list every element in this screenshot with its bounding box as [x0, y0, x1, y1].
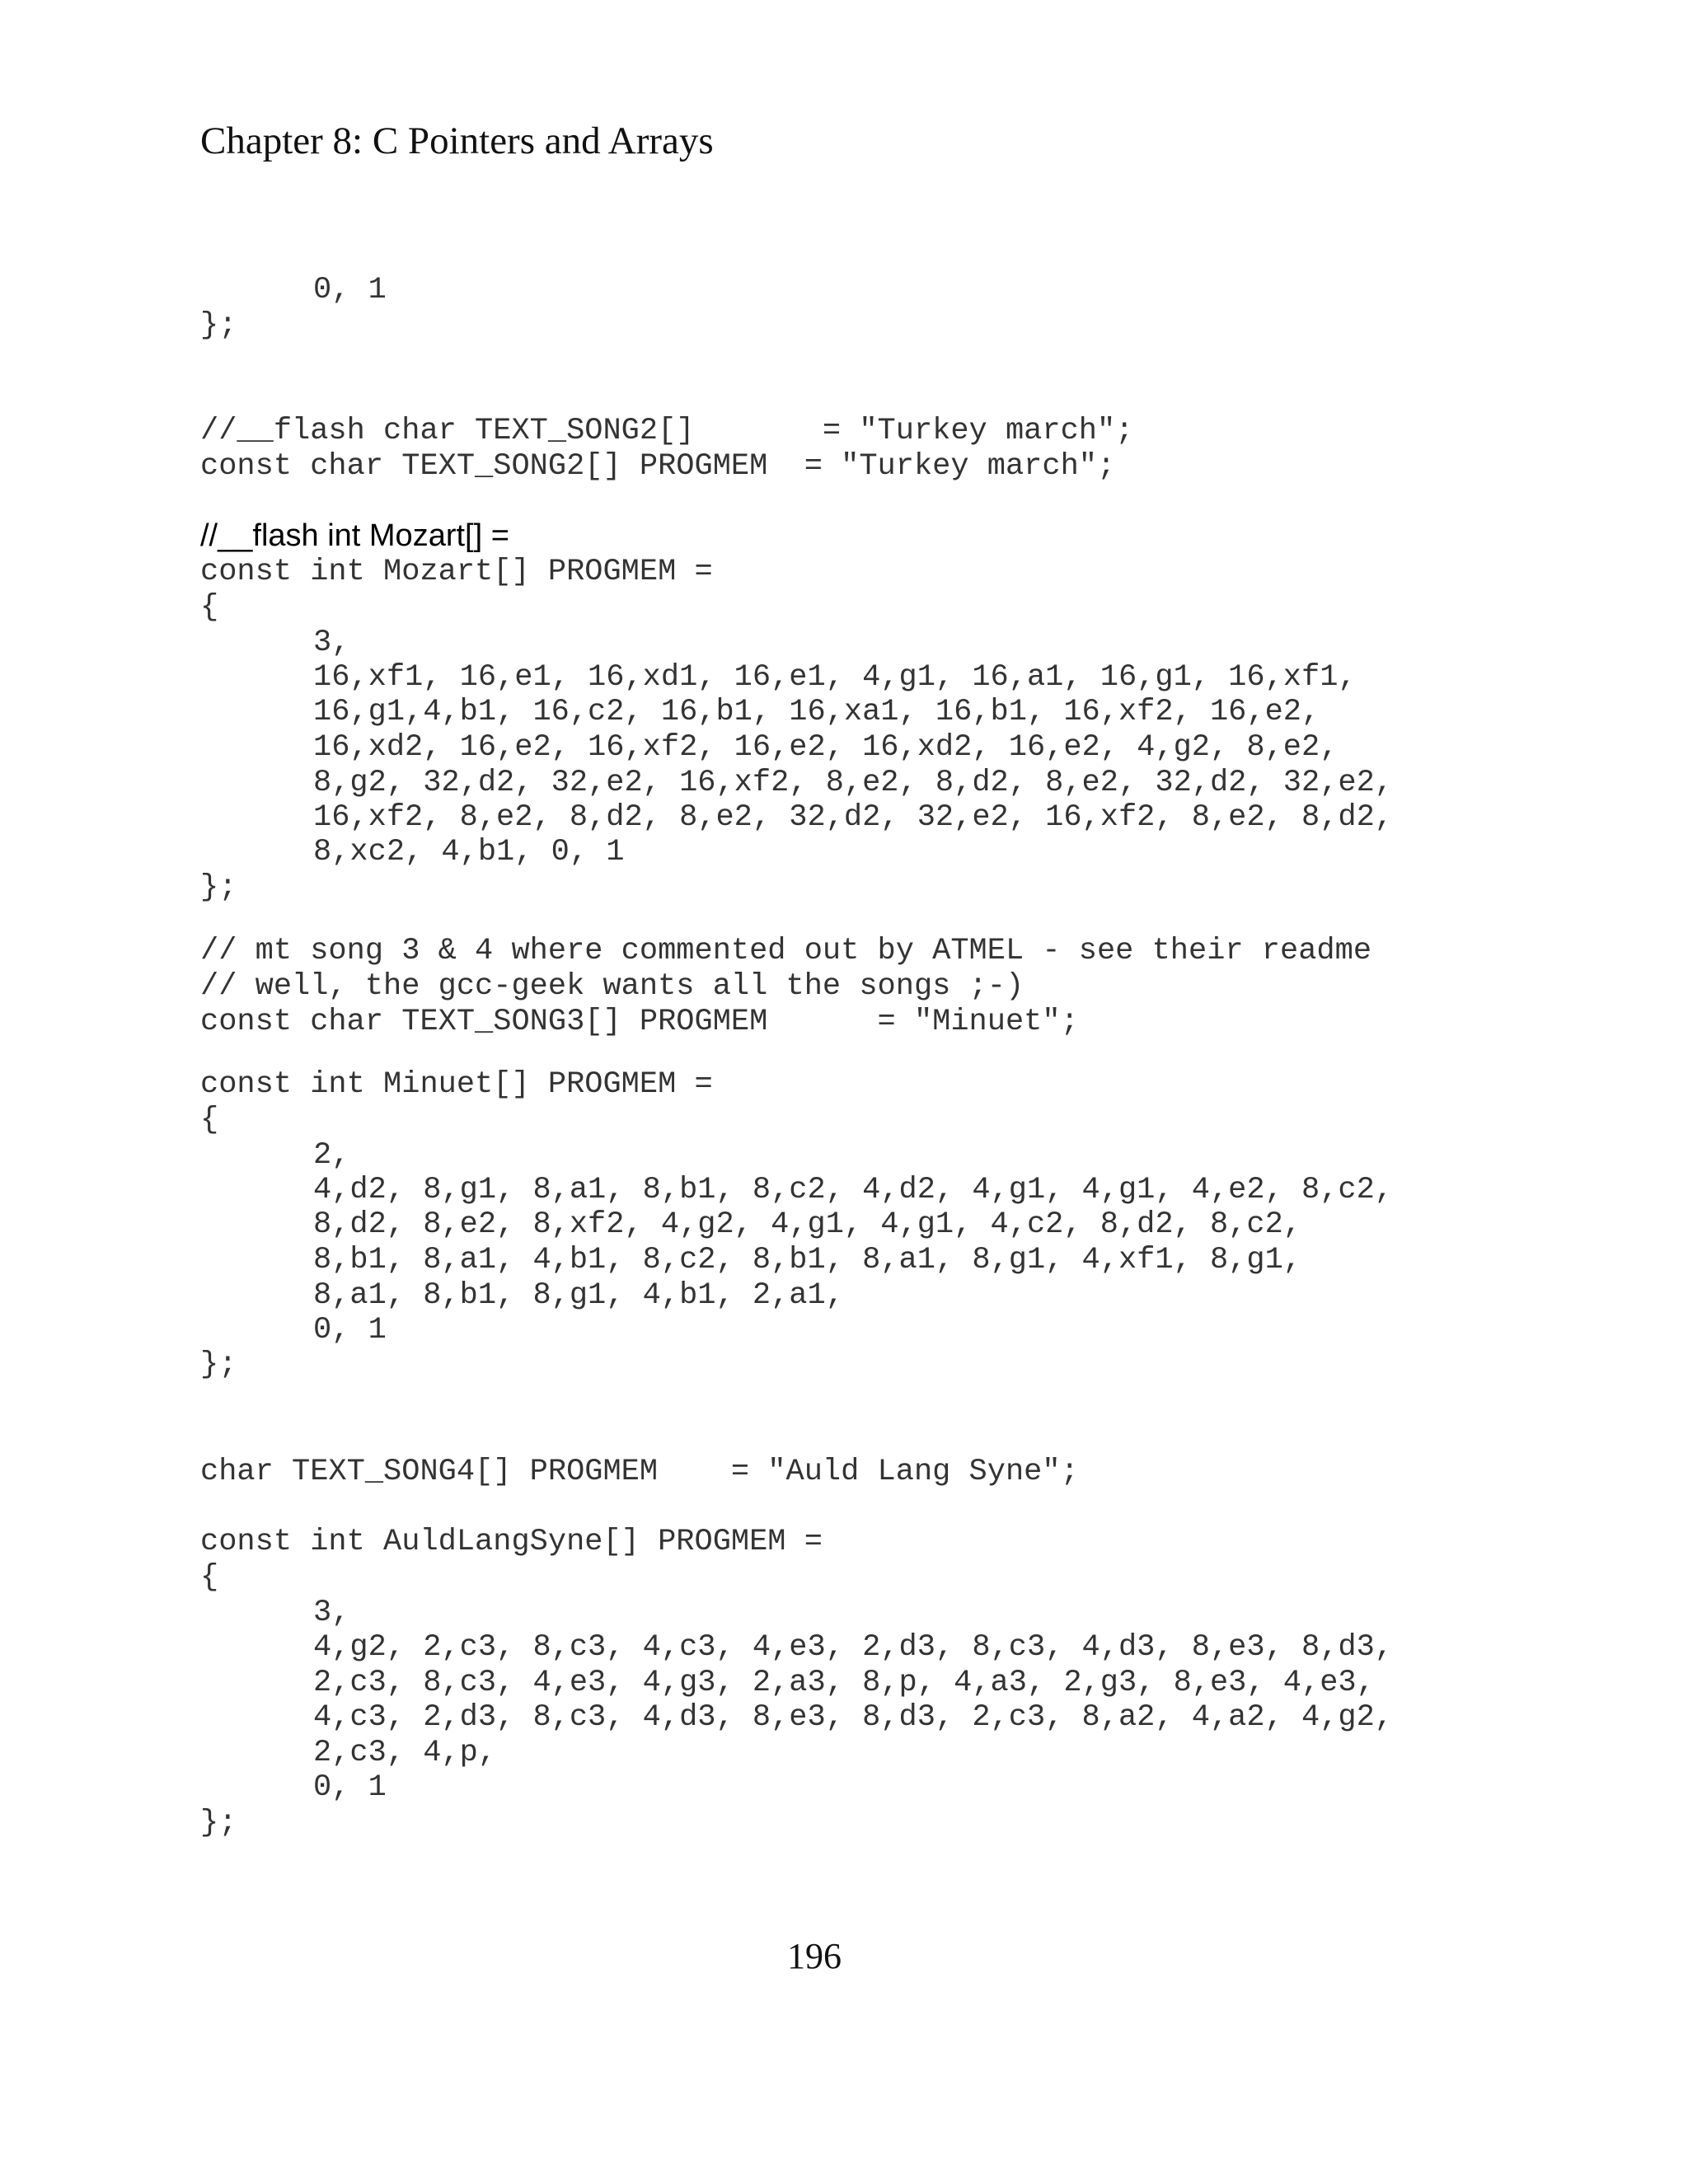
code-line: 4,c3, 2,d3, 8,c3, 4,d3, 8,e3, 8,d3, 2,c3, 8,a2, 4,a2, 4,g2,	[313, 1700, 1394, 1735]
code-line: char TEXT_SONG4[] PROGMEM = "Auld Lang Syne";	[200, 1455, 1079, 1489]
code-line: 8,a1, 8,b1, 8,g1, 4,b1, 2,a1,	[313, 1278, 844, 1313]
code-line: 4,d2, 8,g1, 8,a1, 8,b1, 8,c2, 4,d2, 4,g1, 4,g1, 4,e2, 8,c2,	[313, 1173, 1394, 1207]
code-line: {	[200, 590, 219, 625]
code-line: };	[200, 1347, 237, 1382]
code-line: 3,	[313, 1596, 350, 1630]
chapter-title: Chapter 8: C Pointers and Arrays	[200, 120, 714, 162]
code-line: const char TEXT_SONG2[] PROGMEM = "Turkey march";	[200, 449, 1116, 484]
code-line: 8,b1, 8,a1, 4,b1, 8,c2, 8,b1, 8,a1, 8,g1, 4,xf1, 8,g1,	[313, 1243, 1301, 1277]
code-line: const char TEXT_SONG3[] PROGMEM = "Minuet";	[200, 1005, 1079, 1039]
code-line: 4,g2, 2,c3, 8,c3, 4,c3, 4,e3, 2,d3, 8,c3, 4,d3, 8,e3, 8,d3,	[313, 1630, 1394, 1665]
code-line: //__flash char TEXT_SONG2[] = "Turkey march";	[200, 414, 1134, 448]
code-line: const int Mozart[] PROGMEM =	[200, 555, 713, 589]
code-line: 0, 1	[313, 1770, 387, 1805]
code-line: 8,g2, 32,d2, 32,e2, 16,xf2, 8,e2, 8,d2, 8,e2, 32,d2, 32,e2,	[313, 766, 1394, 800]
code-line: const int AuldLangSyne[] PROGMEM =	[200, 1525, 823, 1559]
code-line: 3,	[313, 626, 350, 660]
code-line: {	[200, 1560, 219, 1595]
code-line: };	[200, 870, 237, 905]
code-line: // well, the gcc-geek wants all the songs ;-)	[200, 969, 1025, 1004]
code-line: 16,xd2, 16,e2, 16,xf2, 16,e2, 16,xd2, 16,e2, 4,g2, 8,e2,	[313, 730, 1339, 765]
page-number: 196	[787, 1936, 842, 1976]
code-line: 2,c3, 4,p,	[313, 1736, 497, 1770]
code-comment-line: //__flash int Mozart[] =	[200, 518, 509, 553]
code-line: {	[200, 1103, 219, 1137]
code-line: 2,	[313, 1138, 350, 1173]
code-line: 8,xc2, 4,b1, 0, 1	[313, 835, 625, 869]
code-line: 2,c3, 8,c3, 4,e3, 4,g3, 2,a3, 8,p, 4,a3, 2,g3, 8,e3, 4,e3,	[313, 1666, 1375, 1700]
code-line: 0, 1	[313, 1313, 387, 1347]
code-line: 0, 1	[313, 273, 387, 307]
code-line: };	[200, 308, 237, 343]
code-line: 16,xf2, 8,e2, 8,d2, 8,e2, 32,d2, 32,e2, 16,xf2, 8,e2, 8,d2,	[313, 800, 1394, 835]
code-line: const int Minuet[] PROGMEM =	[200, 1067, 713, 1102]
code-line: 8,d2, 8,e2, 8,xf2, 4,g2, 4,g1, 4,g1, 4,c2, 8,d2, 8,c2,	[313, 1207, 1301, 1242]
code-line: // mt song 3 & 4 where commented out by ATMEL - see their readme	[200, 934, 1372, 968]
code-line: 16,g1,4,b1, 16,c2, 16,b1, 16,xa1, 16,b1, 16,xf2, 16,e2,	[313, 695, 1320, 729]
code-line: 16,xf1, 16,e1, 16,xd1, 16,e1, 4,g1, 16,a1, 16,g1, 16,xf1,	[313, 660, 1357, 695]
code-line: };	[200, 1806, 237, 1840]
